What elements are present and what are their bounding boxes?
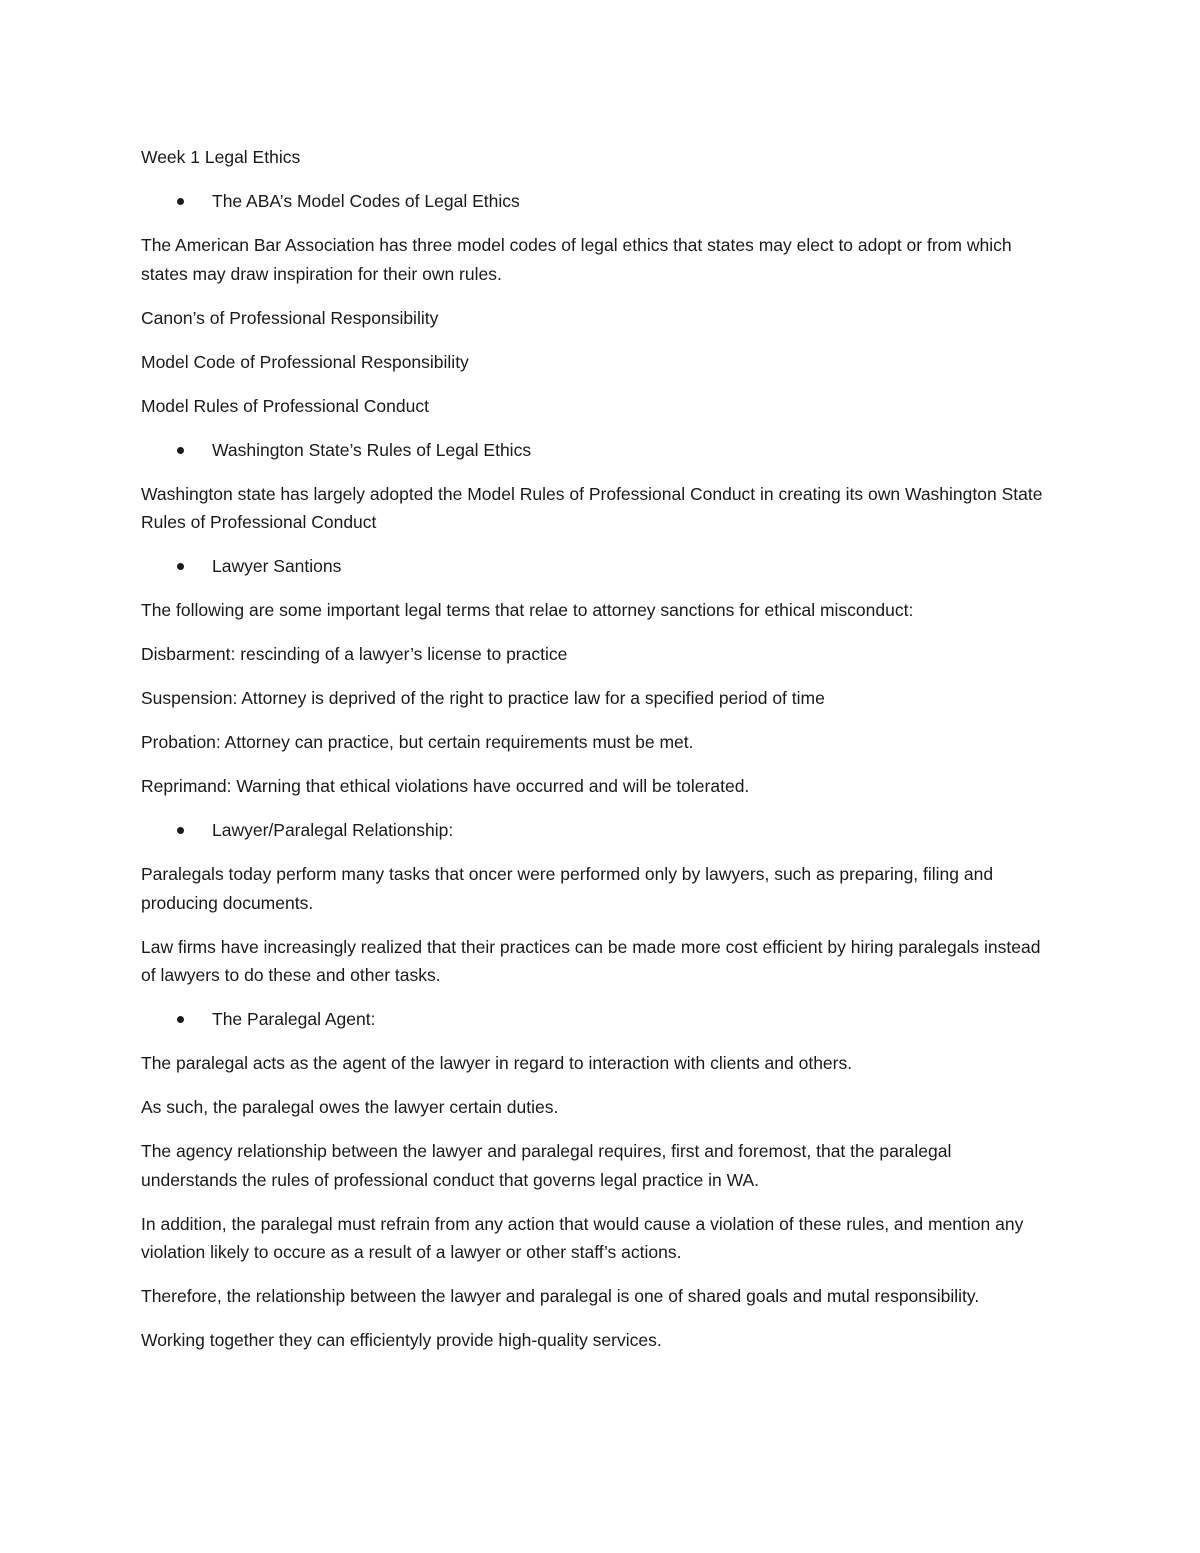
paragraph: Therefore, the relationship between the lawyer and paralegal is one of shared goals and mutal responsibility. [141,1286,980,1306]
paragraph: The paralegal acts as the agent of the lawyer in regard to interaction with clients and others. [141,1053,853,1073]
bullet-icon [177,827,184,834]
bullet-icon [177,198,184,205]
paragraph: Washington state has largely adopted the Model Rules of Professional Conduct in creating its own Washington State Rules of Professional Conduct [141,483,1043,532]
paragraph: Disbarment: rescinding of a lawyer’s license to practice [141,644,568,664]
bullet-text: Lawyer Santions [212,556,342,576]
paragraph: Reprimand: Warning that ethical violations have occurred and will be tolerated. [141,776,750,796]
bullet-item [141,552,1051,581]
paragraph: Model Rules of Professional Conduct [141,395,429,416]
bullet-item [141,1005,1051,1034]
paragraph: Working together they can efficientyly provide high-quality services. [141,1330,662,1350]
bullet-text: Lawyer/Paralegal Relationship: [212,820,454,840]
paragraph: In addition, the paralegal must refrain from any action that would cause a violation of these rules, and mention any violation likely to occure as a result of a lawyer or other staff’s actions. [141,1213,1024,1262]
paragraph: The following are some important legal terms that relae to attorney sanctions for ethical misconduct: [141,600,914,620]
paragraph: Suspension: Attorney is deprived of the right to practice law for a specified period of time [141,688,825,708]
paragraph: As such, the paralegal owes the lawyer certain duties. [141,1097,559,1117]
bullet-icon [177,563,184,570]
paragraph: Law firms have increasingly realized that their practices can be made more cost efficient by hiring paralegals instead of lawyers to do these and other tasks. [141,936,1041,985]
paragraph: Paralegals today perform many tasks that oncer were performed only by lawyers, such as preparing, filing and producing documents. [141,864,994,913]
bullet-text: Washington State’s Rules of Legal Ethics [212,439,532,460]
bullet-item [141,816,1051,845]
document-body [141,143,1051,1370]
bullet-text: The Paralegal Agent: [212,1009,376,1029]
paragraph: Model Code of Professional Responsibility [141,351,469,372]
bullet-text: The ABA’s Model Codes of Legal Ethics [212,191,520,211]
bullet-icon [177,447,184,454]
paragraph: Canon’s of Professional Responsibility [141,307,439,328]
document-title: Week 1 Legal Ethics [141,147,301,167]
bullet-item [141,436,1051,465]
paragraph: The agency relationship between the lawyer and paralegal requires, first and foremost, that the paralegal understands the rules of professional conduct that governs legal practice in WA. [141,1141,952,1190]
paragraph: The American Bar Association has three model codes of legal ethics that states may elect to adopt or from which states may draw inspiration for their own rules. [141,235,1012,284]
bullet-item [141,187,1051,216]
bullet-icon [177,1016,184,1023]
paragraph: Probation: Attorney can practice, but certain requirements must be met. [141,732,694,752]
